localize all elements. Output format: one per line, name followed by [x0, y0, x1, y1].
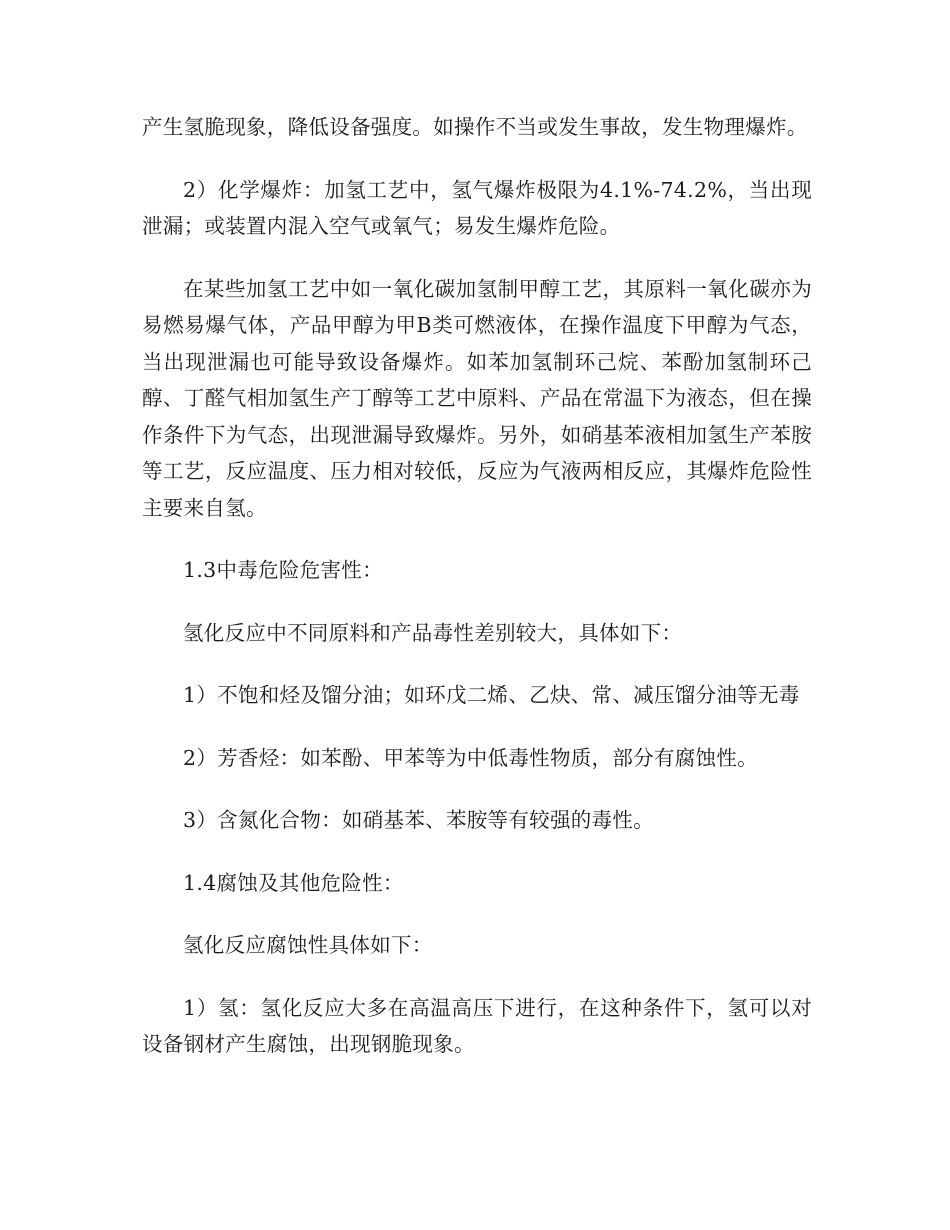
- section-heading-corrosion: 1.4腐蚀及其他危险性：: [183, 870, 404, 895]
- document-body: [142, 109, 812, 1089]
- paragraph-corrosion-intro: 氢化反应腐蚀性具体如下：: [183, 933, 433, 957]
- paragraph-toxicity-intro: 氢化反应中不同原料和产品毒性差别较大，具体如下：: [183, 620, 683, 645]
- list-item-aromatic-hydrocarbons: 2）芳香烃：如苯酚、甲苯等为中低毒性物质，部分有腐蚀性。: [183, 745, 758, 770]
- list-item-hydrogen-corrosion: 1）氢：氢化反应大多在高温高压下进行，在这种条件下，氢可以对设备钢材产生腐蚀，出现钢脆现象。: [142, 995, 812, 1056]
- list-item-nitrogen-compounds: 3）含氮化合物：如硝基苯、苯胺等有较强的毒性。: [183, 808, 654, 832]
- paragraph-hydrogenation-processes: 在某些加氢工艺中如一氧化碳加氢制甲醇工艺，其原料一氧化碳亦为易燃易爆气体，产品甲醇为甲B类可燃液体，在操作温度下甲醇为气态，当出现泄漏也可能导致设备爆炸。如苯加氢制环己烷、苯酚加氢制环己醇、丁醛气相加氢生产丁醇等工艺中原料、产品在常温下为液态，但在操作条件下为气态，出现泄漏导致爆炸。另外，如硝基苯液相加氢生产苯胺等工艺，反应温度、压力相对较低，反应为气液两相反应，其爆炸危险性主要来自氢。: [142, 276, 812, 520]
- paragraph-chemical-explosion: 2）化学爆炸：加氢工艺中，氢气爆炸极限为4.1%-74.2%，当出现泄漏；或装置内混入空气或氧气；易发生爆炸危险。: [142, 177, 812, 238]
- section-heading-toxicity: 1.3中毒危险危害性：: [183, 558, 383, 582]
- list-item-unsaturated-hydrocarbons: 1）不饱和烃及馏分油；如环戊二烯、乙炔、常、减压馏分油等无毒: [183, 683, 800, 707]
- paragraph-hydrogen-embrittlement: 产生氢脆现象，降低设备强度。如操作不当或发生事故，发生物理爆炸。: [142, 115, 808, 139]
